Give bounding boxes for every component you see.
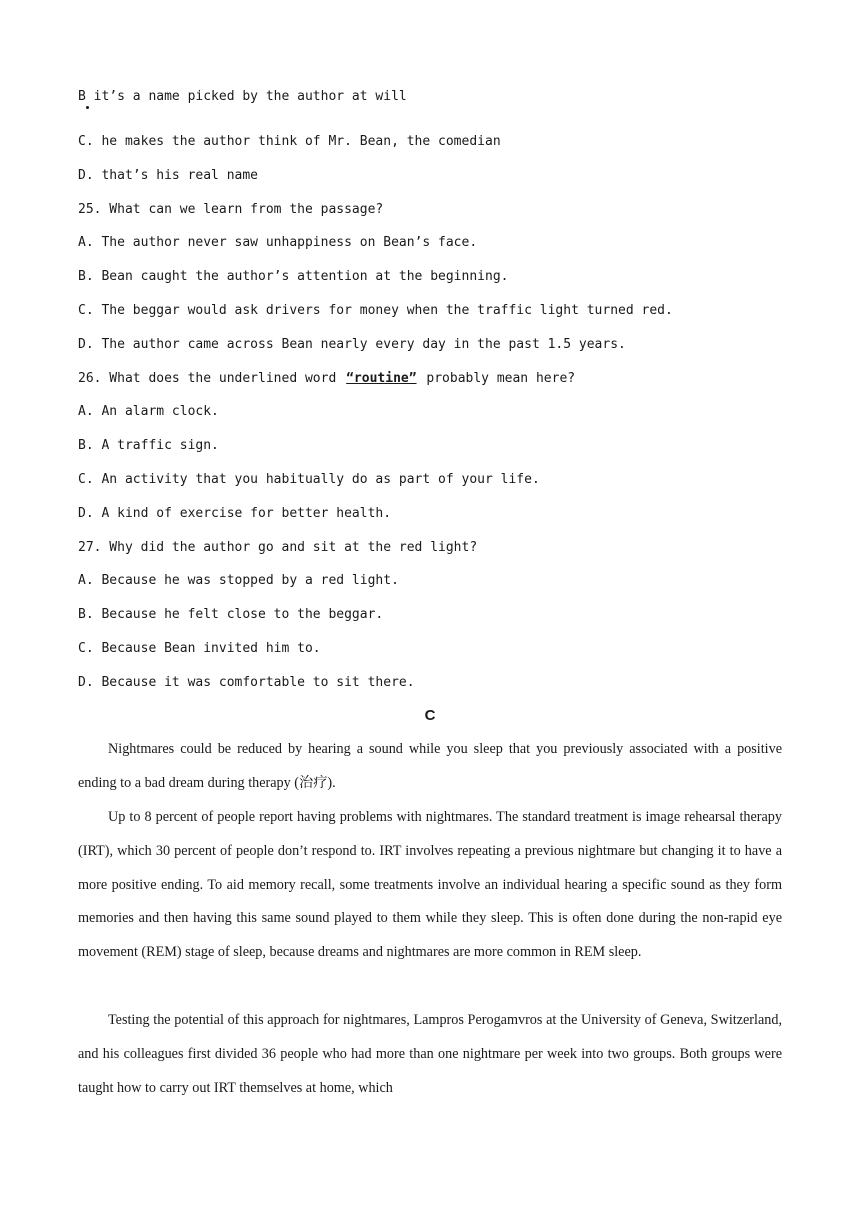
q25-option-d: D. The author came across Bean nearly every day in the past 1.5 years. — [78, 337, 626, 352]
passage-paragraph-2: Up to 8 percent of people report having problems with nightmares. The standard treatment is image rehearsal therapy (IRT), which 30 percent of people don’t respond to. IRT involves repeating a previous nightmare but changing it to have a more positive ending. To aid memory recall, some treatments involve an individual hearing a specific sound as they form memories and then having this same sound played to them while they sleep. This is often done during the non-rapid eye movement (REM) stage of sleep, because dreams and nightmares are more common in REM sleep. — [78, 809, 782, 961]
option-dot-mark — [86, 106, 89, 109]
q25-option-c: C. The beggar would ask drivers for money when the traffic light turned red. — [78, 303, 673, 318]
passage-paragraph-3: Testing the potential of this approach for nightmares, Lampros Perogamvros at the University of Geneva, Switzerland, and his colleagues first divided 36 people who had more than one nightmare per week into two groups. Both groups were taught how to carry out IRT themselves at home, which — [78, 1012, 782, 1096]
q25-stem: 25. What can we learn from the passage? — [78, 202, 384, 217]
q25-option-b: B. Bean caught the author’s attention at the beginning. — [78, 269, 509, 284]
q26-stem-before: 26. What does the underlined word — [78, 371, 345, 386]
q26-option-c: C. An activity that you habitually do as part of your life. — [78, 472, 540, 487]
underlined-word: “routine” — [346, 371, 417, 386]
q26-option-b: B. A traffic sign. — [78, 438, 219, 453]
q27-option-a: A. Because he was stopped by a red light. — [78, 573, 399, 588]
q24-option-d: D. that’s his real name — [78, 168, 259, 183]
q26-option-d: D. A kind of exercise for better health. — [78, 506, 392, 521]
q24-option-c: C. he makes the author think of Mr. Bean, the comedian — [78, 134, 501, 149]
q27-option-c: C. Because Bean invited him to. — [78, 641, 321, 656]
q27-option-b: B. Because he felt close to the beggar. — [78, 607, 384, 622]
q24-option-b: B it’s a name picked by the author at will — [78, 89, 407, 104]
q26-option-a: A. An alarm clock. — [78, 404, 219, 419]
q26-stem — [78, 369, 575, 389]
section-heading: C — [424, 707, 436, 724]
q25-option-a: A. The author never saw unhappiness on Bean’s face. — [78, 235, 478, 250]
passage-paragraph-1: Nightmares could be reduced by hearing a sound while you sleep that you previously associated with a positive ending to a bad dream during therapy (治疗). — [78, 741, 782, 791]
q27-stem: 27. Why did the author go and sit at the red light? — [78, 540, 478, 555]
q26-stem-after: probably mean here? — [418, 371, 576, 386]
q27-option-d: D. Because it was comfortable to sit there. — [78, 675, 415, 690]
